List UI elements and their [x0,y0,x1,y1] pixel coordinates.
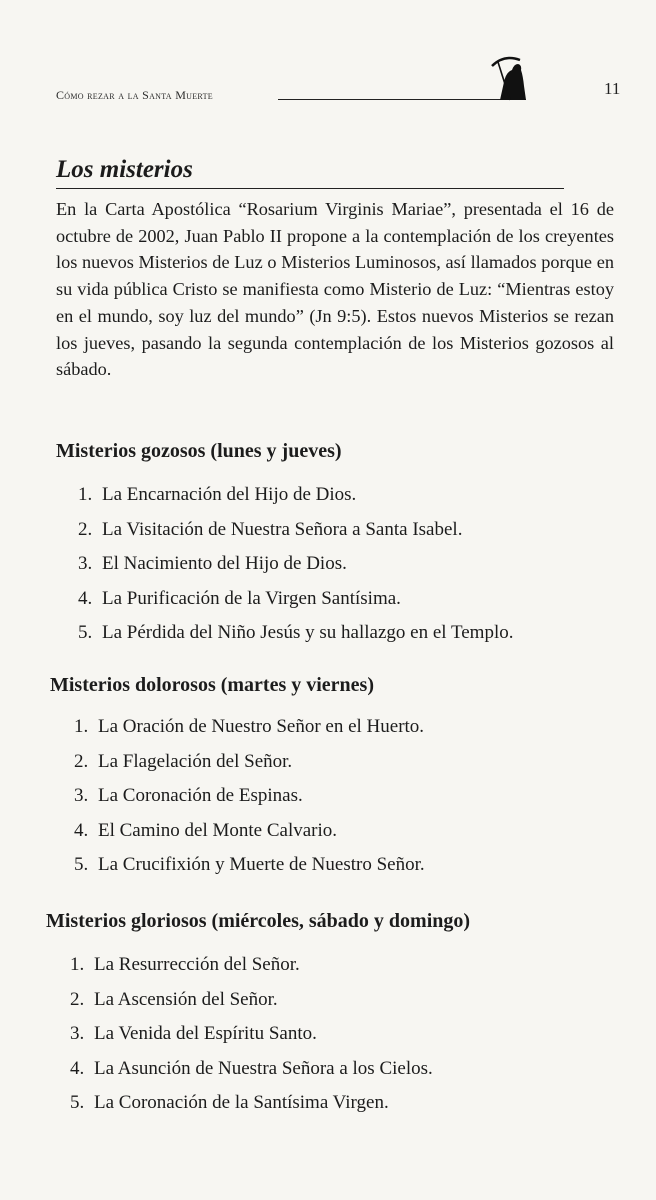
list-item [70,950,433,985]
page-number: 11 [604,79,621,98]
intro-paragraph: En la Carta Apostólica “Rosarium Virginis Mariae”, presentada el 16 de octubre de 2002, Juan Pablo II propone a la contemplación de los creyentes los nuevos Misterios de Luz o Misterios Luminosos, así llamados porque en su vida pública Cristo se manifiesta como Misterio de Luz: “Mientras estoy en el mundo, soy luz del mundo” (Jn 9:5). Estos nuevos Misterios se rezan los jueves, pasando la segunda contemplación de los Misterios gozosos al sábado. [56,199,614,380]
list-item [78,618,513,653]
item-text: La Encarnación del Hijo de Dios. [102,484,357,505]
list-item [78,584,513,619]
item-number: 4. [70,1057,85,1079]
list-item [74,747,425,782]
list-item [70,1088,433,1123]
list-item [78,515,513,550]
item-text: La Coronación de la Santísima Virgen. [94,1092,389,1113]
item-text: El Nacimiento del Hijo de Dios. [102,553,347,574]
group-heading-gozosos: Misterios gozosos (lunes y jueves) [56,440,342,462]
item-text: La Crucifixión y Muerte de Nuestro Señor. [98,854,425,875]
item-text: La Ascensión del Señor. [94,988,278,1010]
list-item [78,549,513,584]
item-text: La Venida del Espíritu Santo. [94,1023,317,1044]
list-gloriosos [70,950,433,1123]
list-dolorosos [74,712,425,885]
list-item [78,480,513,515]
header-rule [278,99,526,100]
item-number: 4. [74,819,89,841]
item-number: 4. [78,587,93,609]
group-heading-dolorosos: Misterios dolorosos (martes y viernes) [50,674,375,696]
item-number: 3. [78,553,93,574]
item-text: La Visitación de Nuestra Señora a Santa Isabel. [102,518,463,540]
item-text: La Pérdida del Niño Jesús y su hallazgo en el Templo. [102,622,514,643]
item-text: La Resurrección del Señor. [94,954,300,975]
item-number: 3. [70,1023,85,1044]
item-number: 2. [74,750,89,772]
list-item [70,1054,433,1089]
grim-reaper-icon [490,56,530,102]
item-number: 1. [74,716,89,737]
item-text: La Coronación de Espinas. [98,785,303,806]
list-item [74,850,425,885]
item-number: 1. [78,484,93,505]
list-item [70,985,433,1020]
item-text: La Oración de Nuestro Señor en el Huerto. [98,716,425,737]
title-rule [56,188,564,189]
list-item [74,816,425,851]
item-number: 5. [70,1092,85,1113]
list-gozosos [78,480,513,653]
item-text: El Camino del Monte Calvario. [98,819,338,841]
item-text: La Purificación de la Virgen Santísima. [102,587,401,609]
list-item [74,781,425,816]
item-text: La Asunción de Nuestra Señora a los Cielos. [94,1057,433,1079]
group-heading-gloriosos: Misterios gloriosos (miércoles, sábado y domingo) [46,910,471,932]
item-number: 2. [70,988,85,1010]
item-number: 5. [78,622,93,643]
item-number: 2. [78,518,93,540]
section-title: Los misterios [56,156,193,183]
item-number: 1. [70,954,85,975]
list-item [74,712,425,747]
item-number: 5. [74,854,89,875]
running-head: Cómo rezar a la Santa Muerte [56,88,213,102]
item-number: 3. [74,785,89,806]
item-text: La Flagelación del Señor. [98,750,293,772]
list-item [70,1019,433,1054]
